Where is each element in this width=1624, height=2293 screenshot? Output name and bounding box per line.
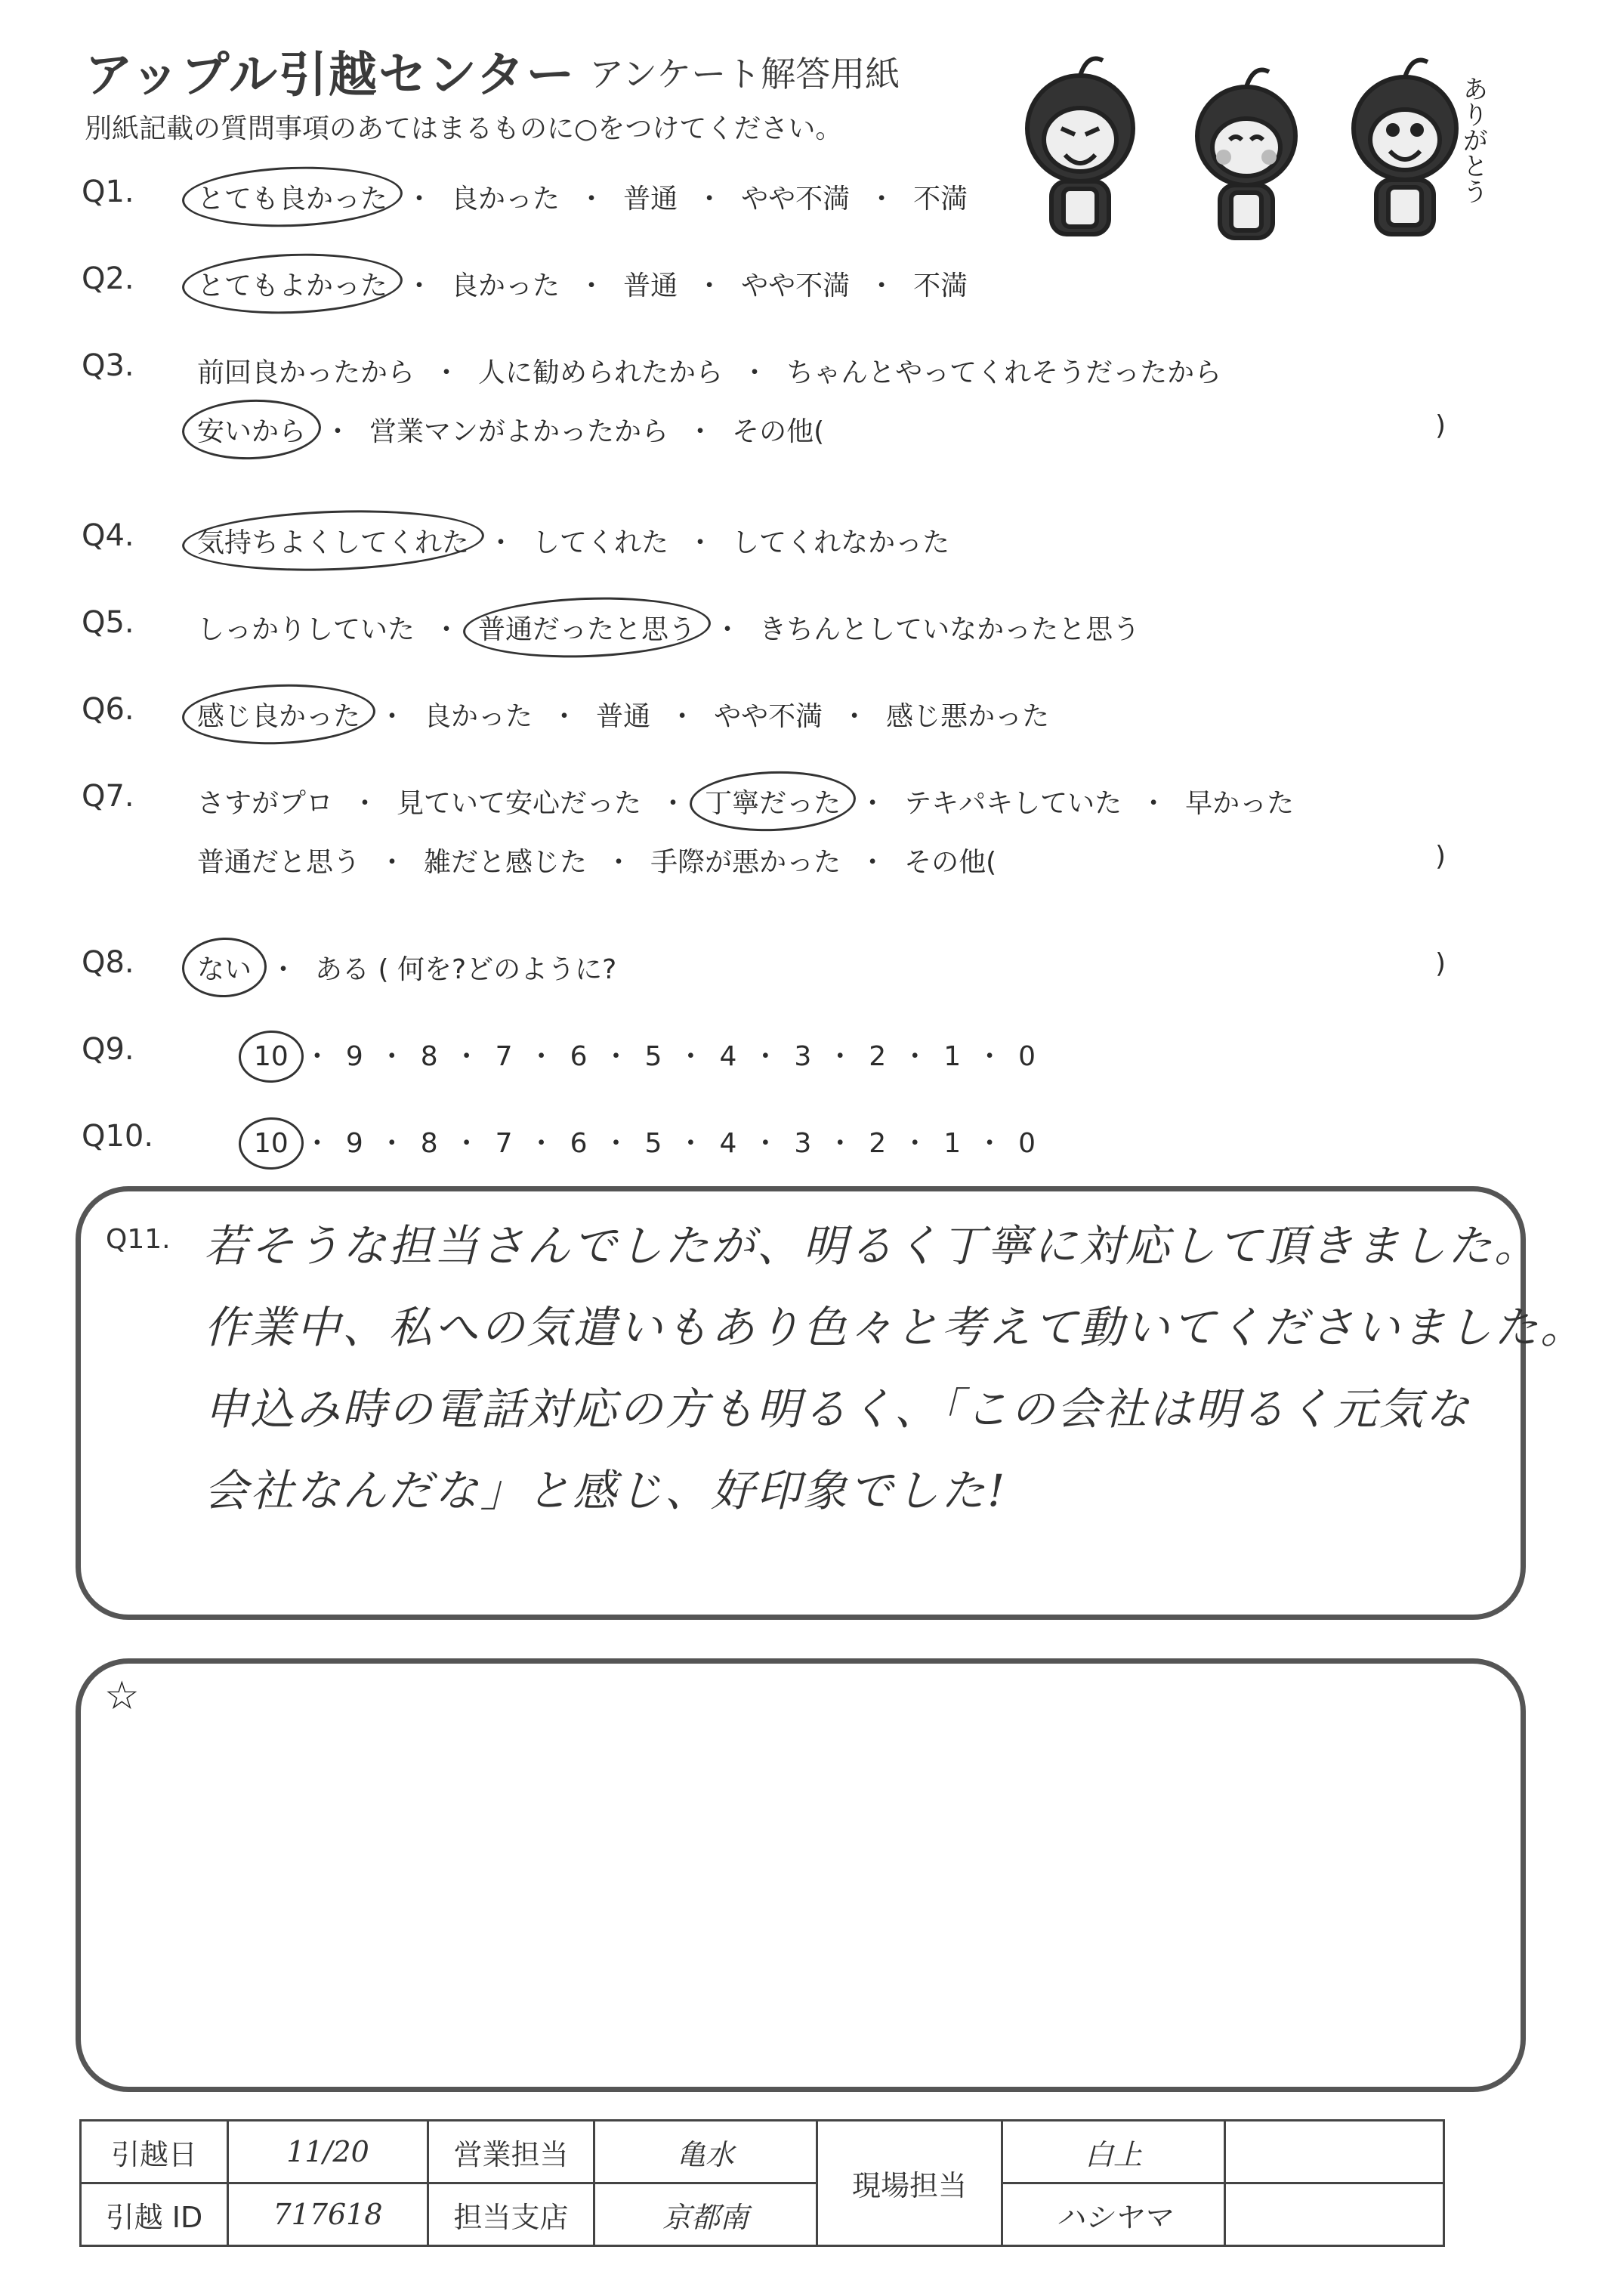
option-separator: ・ xyxy=(303,1128,331,1159)
option-separator: ・ xyxy=(687,527,715,558)
option[interactable]: 8 xyxy=(420,1128,438,1159)
selected-option[interactable]: とても良かった xyxy=(193,178,392,216)
branch-value: 京都南 xyxy=(594,2183,817,2246)
option-separator: ・ xyxy=(602,1041,630,1072)
option[interactable]: 良かった xyxy=(451,184,560,215)
site-staff-value-2: ハシヤマ xyxy=(1002,2183,1225,2246)
option[interactable]: その他( xyxy=(732,416,825,447)
option-separator: ・ xyxy=(378,1128,406,1159)
option-separator: ・ xyxy=(859,788,887,819)
option[interactable]: 人に勧められたから xyxy=(478,357,724,388)
selected-option[interactable]: 安いから xyxy=(193,410,310,449)
move-info-table xyxy=(79,2119,1445,2247)
option-separator: ・ xyxy=(406,270,434,301)
selected-option[interactable]: 気持ちよくしてくれた xyxy=(193,521,474,560)
option-separator: ・ xyxy=(659,788,687,819)
option[interactable]: 5 xyxy=(644,1128,662,1159)
option-separator: ・ xyxy=(868,184,896,215)
option[interactable]: 6 xyxy=(570,1128,588,1159)
option-separator: ・ xyxy=(752,1041,780,1072)
option[interactable]: 前回良かったから xyxy=(197,357,415,388)
closing-paren: ) xyxy=(1435,841,1446,872)
selected-option[interactable]: とてもよかった xyxy=(193,264,392,303)
question-options-row xyxy=(193,782,1298,820)
option[interactable]: 9 xyxy=(345,1128,363,1159)
option-separator: ・ xyxy=(433,357,461,388)
selected-option[interactable]: 丁寧だった xyxy=(700,782,845,820)
instruction-text: 別紙記載の質問事項のあてはまるものに○をつけてください。 xyxy=(85,113,843,144)
option[interactable]: 見ていて安心だった xyxy=(397,788,642,819)
option[interactable]: 6 xyxy=(570,1041,588,1072)
option[interactable]: 4 xyxy=(719,1128,737,1159)
move-id-label: 引越 ID xyxy=(81,2183,228,2246)
option[interactable]: さすがプロ xyxy=(197,788,334,819)
q11-line: 申込み時の電話対応の方も明るく、「この会社は明るく元気な xyxy=(204,1383,1471,1435)
option-separator: ・ xyxy=(901,1041,929,1072)
option[interactable]: 0 xyxy=(1018,1128,1036,1159)
question-options-row xyxy=(193,608,1144,647)
option[interactable]: 3 xyxy=(794,1041,812,1072)
option[interactable]: やや不満 xyxy=(741,270,851,301)
option[interactable]: 普通 xyxy=(596,701,651,732)
branch-label: 担当支店 xyxy=(428,2183,594,2246)
q11-label: Q11. xyxy=(106,1224,171,1255)
question-options-row xyxy=(193,695,1054,734)
move-id-value: 717618 xyxy=(228,2183,428,2246)
q11-line: 若そうな担当さんでしたが、明るく丁寧に対応して頂きました。 xyxy=(204,1220,1541,1272)
site-staff-value-1: 白上 xyxy=(1002,2121,1225,2183)
question-label: Q4. xyxy=(82,518,134,553)
closing-paren: ) xyxy=(1435,410,1446,441)
question-label: Q6. xyxy=(82,692,134,727)
closing-paren: ) xyxy=(1435,948,1446,979)
option[interactable]: やや不満 xyxy=(714,701,823,732)
monkey-mascots-illustration xyxy=(997,45,1496,242)
option-separator: ・ xyxy=(826,1128,854,1159)
option-separator: ・ xyxy=(452,1128,480,1159)
q11-line: 作業中、私への気遣いもあり色々と考えて動いてくださいました。 xyxy=(204,1302,1587,1353)
option-separator: ・ xyxy=(378,847,406,878)
q11-line: 会社なんだな」と感じ、好印象でした! xyxy=(204,1465,1008,1516)
question-label: Q8. xyxy=(82,945,134,980)
option[interactable]: 不満 xyxy=(913,270,968,301)
option-separator: ・ xyxy=(303,1041,331,1072)
question-label: Q9. xyxy=(82,1032,134,1067)
question-options-row xyxy=(193,178,972,216)
sales-rep-value: 亀水 xyxy=(594,2121,817,2183)
move-date-value: 11/20 xyxy=(228,2121,428,2183)
option[interactable]: 3 xyxy=(794,1128,812,1159)
option[interactable]: 不満 xyxy=(913,184,968,215)
selected-option[interactable]: 感じ良かった xyxy=(193,695,365,734)
option[interactable]: 手際が悪かった xyxy=(650,847,841,878)
option[interactable]: 2 xyxy=(869,1041,887,1072)
question-label: Q3. xyxy=(82,348,134,383)
option-separator: ・ xyxy=(677,1041,705,1072)
option-separator: ・ xyxy=(668,701,696,732)
option[interactable]: 営業マンがよかったから xyxy=(369,416,669,447)
option-separator: ・ xyxy=(351,788,379,819)
option-separator: ・ xyxy=(378,1041,406,1072)
option-separator: ・ xyxy=(406,184,434,215)
question-options-row xyxy=(249,1122,1040,1160)
option[interactable]: 普通だと思う xyxy=(197,847,361,878)
move-date-label: 引越日 xyxy=(81,2121,228,2183)
option[interactable]: その他( xyxy=(904,847,997,878)
option-separator: ・ xyxy=(976,1041,1004,1072)
option-separator: ・ xyxy=(841,701,869,732)
staff-notes-box xyxy=(76,1658,1526,2092)
selected-option[interactable]: 10 xyxy=(249,1041,293,1072)
option-separator: ・ xyxy=(270,954,298,985)
sales-rep-label: 営業担当 xyxy=(428,2121,594,2183)
option[interactable]: 普通 xyxy=(623,270,678,301)
question-options-row xyxy=(249,1035,1040,1074)
option-separator: ・ xyxy=(868,270,896,301)
option-separator: ・ xyxy=(551,701,579,732)
star-icon: ☆ xyxy=(104,1673,140,1719)
option-separator: ・ xyxy=(976,1128,1004,1159)
question-options-row xyxy=(193,264,972,303)
option-separator: ・ xyxy=(696,270,724,301)
option[interactable]: 感じ悪かった xyxy=(886,701,1050,732)
option[interactable]: テキパキしていた xyxy=(904,788,1122,819)
question-options-row xyxy=(193,410,829,449)
option[interactable]: 早かった xyxy=(1185,788,1295,819)
option-separator: ・ xyxy=(901,1128,929,1159)
option[interactable]: 1 xyxy=(943,1041,962,1072)
option-separator: ・ xyxy=(324,416,352,447)
option-separator: ・ xyxy=(527,1128,555,1159)
question-label: Q7. xyxy=(82,779,134,814)
option[interactable]: 0 xyxy=(1018,1041,1036,1072)
option-separator: ・ xyxy=(487,527,515,558)
question-label: Q2. xyxy=(82,261,134,296)
option[interactable]: 9 xyxy=(345,1041,363,1072)
option-separator: ・ xyxy=(859,847,887,878)
option-separator: ・ xyxy=(578,184,606,215)
option[interactable]: ちゃんとやってくれそうだったから xyxy=(786,357,1222,388)
option-separator: ・ xyxy=(527,1041,555,1072)
option-separator: ・ xyxy=(1140,788,1168,819)
option[interactable]: 良かった xyxy=(451,270,560,301)
option[interactable]: 7 xyxy=(495,1128,513,1159)
option[interactable]: 雑だと感じた xyxy=(424,847,588,878)
option-separator: ・ xyxy=(677,1128,705,1159)
question-label: Q1. xyxy=(82,175,134,209)
option[interactable]: きちんとしていなかったと思う xyxy=(759,614,1141,645)
option-separator: ・ xyxy=(687,416,715,447)
selected-option[interactable]: ない xyxy=(193,948,256,987)
option-separator: ・ xyxy=(378,701,406,732)
option[interactable]: ある ( 何を?どのように? xyxy=(315,954,617,985)
option-separator: ・ xyxy=(578,270,606,301)
question-options-row xyxy=(193,841,1001,879)
option[interactable]: やや不満 xyxy=(741,184,851,215)
option[interactable]: してくれなかった xyxy=(732,527,950,558)
option[interactable]: 8 xyxy=(420,1041,438,1072)
option-separator: ・ xyxy=(452,1041,480,1072)
option-separator: ・ xyxy=(433,614,461,645)
option-separator: ・ xyxy=(602,1128,630,1159)
option[interactable]: 良かった xyxy=(424,701,533,732)
option-separator: ・ xyxy=(696,184,724,215)
company-title: アップル引越センター xyxy=(85,48,576,104)
option[interactable]: 5 xyxy=(644,1041,662,1072)
option-separator: ・ xyxy=(741,357,769,388)
question-label: Q5. xyxy=(82,605,134,640)
option[interactable]: 7 xyxy=(495,1041,513,1072)
option[interactable]: しっかりしていた xyxy=(197,614,415,645)
question-options-row xyxy=(193,521,954,560)
option[interactable]: 1 xyxy=(943,1128,962,1159)
question-options-row xyxy=(193,351,1226,390)
extra-cell xyxy=(1225,2183,1444,2246)
option[interactable]: 4 xyxy=(719,1041,737,1072)
option-separator: ・ xyxy=(714,614,742,645)
option[interactable]: 2 xyxy=(869,1128,887,1159)
site-staff-label: 現場担当 xyxy=(817,2121,1002,2246)
option-separator: ・ xyxy=(752,1128,780,1159)
option-separator: ・ xyxy=(826,1041,854,1072)
question-options-row xyxy=(193,948,621,987)
selected-option[interactable]: 普通だったと思う xyxy=(474,608,700,647)
option[interactable]: してくれた xyxy=(533,527,669,558)
option[interactable]: 普通 xyxy=(623,184,678,215)
thanks-text: ありがとう xyxy=(1458,76,1488,204)
q11-comment-text xyxy=(204,1205,1586,1531)
extra-cell xyxy=(1225,2121,1444,2183)
question-label: Q10. xyxy=(82,1119,154,1154)
option-separator: ・ xyxy=(605,847,633,878)
selected-option[interactable]: 10 xyxy=(249,1128,293,1159)
form-title: アンケート解答用紙 xyxy=(589,54,900,94)
